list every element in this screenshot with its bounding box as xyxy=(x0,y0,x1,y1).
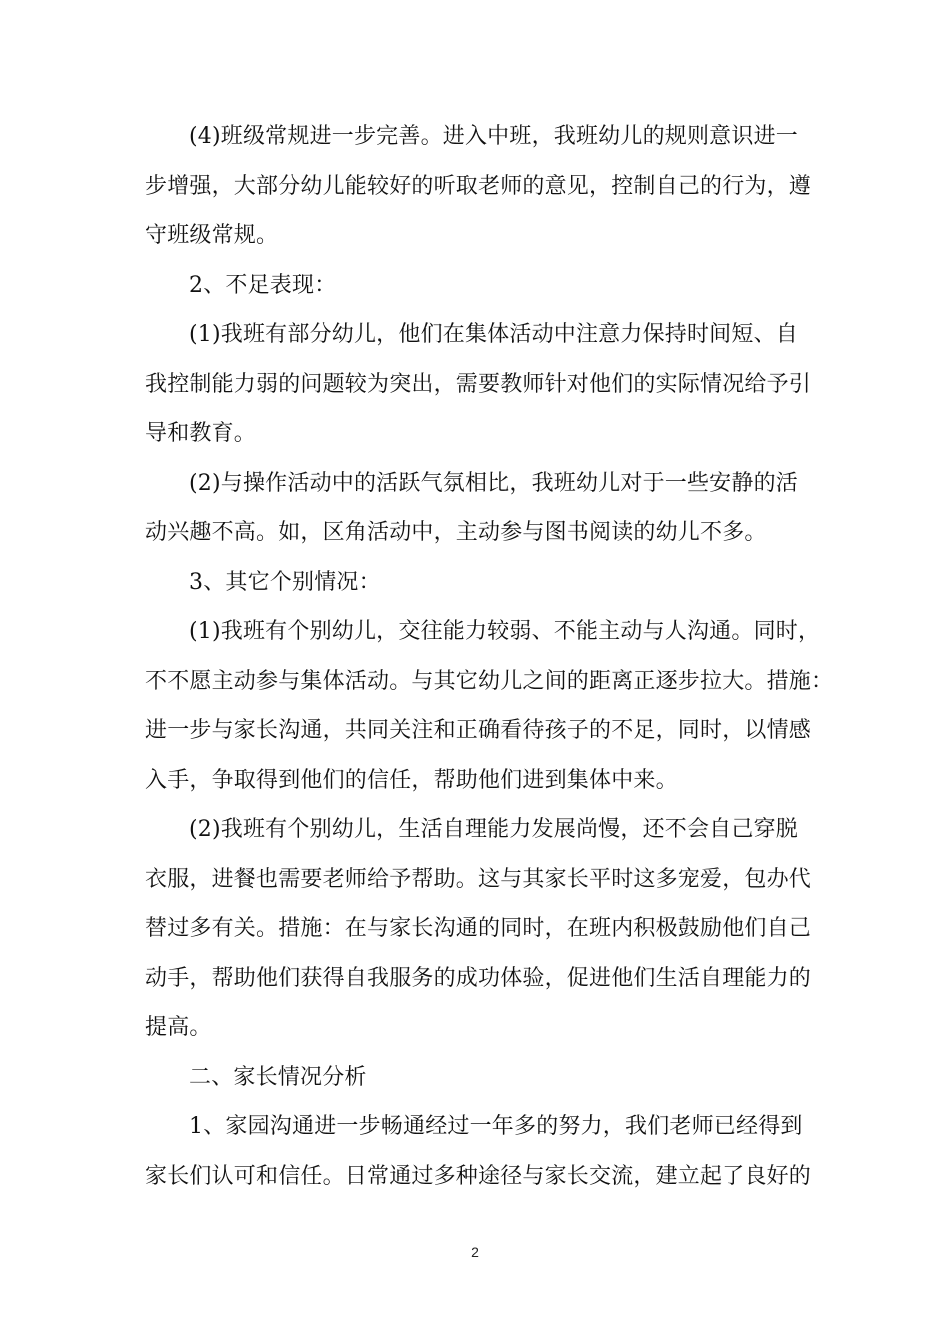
text-line: 二、家长情况分析 xyxy=(189,1064,367,1090)
text-line: (4)班级常规进一步完善。进入中班，我班幼儿的规则意识进一 xyxy=(189,124,798,149)
document-body xyxy=(145,112,834,1201)
text-line: (1)我班有部分幼儿，他们在集体活动中注意力保持时间短、自 xyxy=(189,322,798,347)
paragraph-quiet-activities xyxy=(145,459,811,558)
text-line: (1)我班有个别幼儿，交往能力较弱、不能主动与人沟通。同时， xyxy=(189,619,821,644)
text-line: 进一步与家长沟通，共同关注和正确看待孩子的不足，同时，以情感 xyxy=(145,718,812,743)
text-line: 动兴趣不高。如，区角活动中，主动参与图书阅读的幼儿不多。 xyxy=(145,520,767,545)
heading-shortcomings xyxy=(145,261,811,311)
paragraph-class-routine xyxy=(145,112,811,261)
text-line: 1、家园沟通进一步畅通经过一年多的努力，我们老师已经得到 xyxy=(189,1114,803,1139)
paragraph-attention-issue xyxy=(145,310,811,459)
text-line: 2、不足表现： xyxy=(189,272,337,298)
paragraph-communication-case xyxy=(145,607,834,805)
text-line: 动手，帮助他们获得自我服务的成功体验，促进他们生活自理能力的 xyxy=(145,965,812,991)
text-line: 入手，争取得到他们的信任，帮助他们进到集体中来。 xyxy=(145,767,678,793)
text-line: 3、其它个别情况： xyxy=(189,569,381,595)
text-line: 提高。 xyxy=(145,1015,212,1040)
text-line: 替过多有关。措施：在与家长沟通的同时，在班内积极鼓励他们自己 xyxy=(145,916,812,941)
paragraph-self-care-case xyxy=(145,805,811,1053)
text-line: 衣服，进餐也需要老师给予帮助。这与其家长平时这多宠爱，包办代 xyxy=(145,866,812,892)
heading-other-cases xyxy=(145,558,811,608)
text-line: 我控制能力弱的问题较为突出，需要教师针对他们的实际情况给予引 xyxy=(145,371,812,397)
text-line: 导和教育。 xyxy=(145,421,257,446)
page-number: 2 xyxy=(471,1244,479,1260)
paragraph-home-school-communication xyxy=(145,1102,811,1201)
text-line: (2)与操作活动中的活跃气氛相比，我班幼儿对于一些安静的活 xyxy=(189,470,798,496)
text-line: 守班级常规。 xyxy=(145,223,279,248)
text-line: (2)我班有个别幼儿，生活自理能力发展尚慢，还不会自己穿脱 xyxy=(189,817,798,842)
heading-parent-analysis xyxy=(145,1053,811,1103)
text-line: 不不愿主动参与集体活动。与其它幼儿之间的距离正逐步拉大。措施： xyxy=(145,668,834,694)
text-line: 家长们认可和信任。日常通过多种途径与家长交流，建立起了良好的 xyxy=(145,1163,812,1189)
text-line: 步增强，大部分幼儿能较好的听取老师的意见，控制自己的行为，遵 xyxy=(145,173,812,199)
